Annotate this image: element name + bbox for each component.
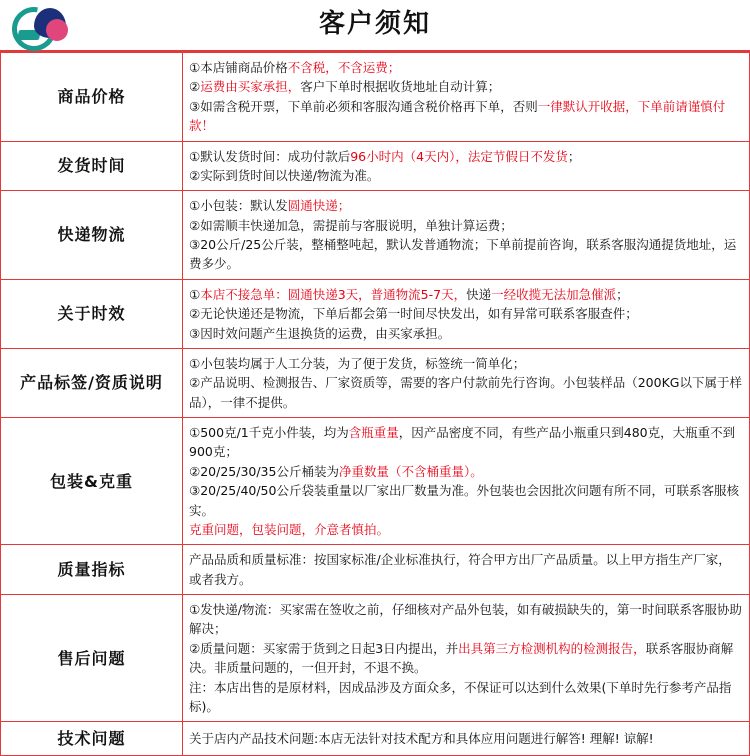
notice-row-label: 产品标签/资质说明 — [1, 348, 183, 417]
highlight-text: 不含税，不含运费； — [287, 60, 401, 75]
body-text: ； — [616, 286, 629, 302]
notice-line — [189, 373, 743, 412]
notice-row-content — [183, 418, 750, 545]
notice-row-label: 售后问题 — [1, 595, 183, 722]
notice-row-content — [183, 141, 750, 191]
notice-row — [1, 722, 750, 756]
notice-row — [1, 348, 750, 417]
body-text: ③因时效问题产生退换货的运费，由买家承担。 — [189, 325, 451, 341]
body-text: 注：本店出售的是原材料，因成品涉及方面众多，不保证可以达到什么效果(下单时先行参考产品指标)。 — [189, 679, 732, 714]
notice-table-body — [1, 53, 750, 756]
highlight-text: 含瓶重量 — [348, 425, 399, 440]
notice-row-label: 关于时效 — [1, 279, 183, 348]
notice-line — [189, 639, 743, 678]
highlight-text: 克重问题，包装问题，介意者慎拍。 — [189, 521, 390, 537]
notice-row-content — [183, 53, 750, 142]
highlight-text: 出具第三方检测机构的检测报告， — [458, 640, 646, 656]
notice-line — [189, 729, 743, 748]
body-text: ①发快递/物流：买家需在签收之前，仔细核对产品外包装，如有破损缺失的，第一时间联系客服协助解决； — [189, 602, 742, 637]
notice-line — [189, 58, 743, 77]
notice-line — [189, 77, 743, 96]
notice-row — [1, 545, 750, 595]
notice-line — [189, 481, 743, 520]
body-text: ②20/25/30/35公斤桶装为 — [189, 463, 339, 479]
notice-line — [189, 354, 743, 373]
notice-row-content — [183, 191, 750, 280]
body-text: ②无论快递还是物流，下单后都会第一时间尽快发出，如有异常可联系客服查件； — [189, 306, 638, 322]
notice-row-label: 质量指标 — [1, 545, 183, 595]
highlight-text: 运费由买家承担， — [200, 79, 301, 95]
body-text: ①小包装：默认发 — [189, 198, 288, 214]
notice-line — [189, 304, 743, 323]
body-text: ①小包装均属于人工分装，为了便于发货，标签统一简单化； — [189, 355, 526, 371]
body-text: ； — [567, 148, 581, 164]
notice-line — [189, 235, 743, 274]
notice-row-content — [183, 722, 750, 756]
body-text: ②产品说明、检测报告、厂家资质等，需要的客户付款前先行咨询。小包装样品（200KG以下属于样品），一律不提供。 — [189, 375, 742, 410]
notice-row-content — [183, 595, 750, 722]
highlight-text: 96小时内（4天内），法定节假日不发货 — [350, 148, 568, 164]
body-text: ③20/25/40/50公斤袋装重量以厂家出厂数量为准。外包装也会因批次问题有所不同，可联系客服核实。 — [189, 483, 739, 518]
notice-row-label: 包装&克重 — [1, 418, 183, 545]
notice-line — [189, 97, 743, 136]
body-text: ①500克/1千克小件装，均为 — [189, 425, 349, 440]
notice-line — [189, 600, 743, 639]
notice-line — [189, 285, 743, 304]
notice-row-content — [183, 348, 750, 417]
notice-row-label: 商品价格 — [1, 53, 183, 142]
notice-row — [1, 418, 750, 545]
body-text: ，因产品密度不同，有些产品小瓶重只到480克，大瓶重不到900克； — [189, 425, 736, 460]
body-text: 客户下单时根据收货地址自动计算； — [300, 79, 501, 95]
body-text: 产品品质和质量标准：按国家标准/企业标准执行，符合甲方出厂产品质量。以上甲方指生产厂家，或者我方。 — [189, 552, 731, 587]
body-text: ②质量问题：买家需于货到之日起3日内提出，并 — [189, 640, 459, 656]
body-text: ② — [189, 79, 201, 95]
body-text: ① — [189, 286, 201, 302]
notice-line — [189, 216, 743, 235]
document-header — [0, 0, 750, 52]
highlight-text: 圆通快递； — [287, 198, 351, 214]
body-text: ①本店铺商品价格 — [189, 60, 288, 75]
body-text: ②如需顺丰快递加急，需提前与客服说明，单独计算运费； — [189, 217, 513, 233]
body-text: 关于店内产品技术问题:本店无法针对技术配方和具体应用问题进行解答! 理解! 谅解! — [189, 731, 654, 747]
body-text: ③20公斤/25公斤装，整桶整吨起，默认发普通物流；下单前提前咨询，联系客服沟通提货地址，运费多少。 — [189, 237, 737, 272]
body-text: ②实际到货时间以快递/物流为准。 — [189, 167, 380, 183]
notice-line — [189, 147, 743, 166]
notice-row — [1, 141, 750, 191]
company-logo-icon — [8, 2, 82, 48]
notice-line — [189, 196, 743, 215]
notice-row — [1, 595, 750, 722]
notice-table — [0, 52, 750, 756]
notice-row — [1, 279, 750, 348]
notice-row-content — [183, 545, 750, 595]
notice-line — [189, 678, 743, 717]
notice-line — [189, 324, 743, 343]
notice-row — [1, 191, 750, 280]
notice-line — [189, 520, 743, 539]
notice-line — [189, 166, 743, 185]
body-text: ①默认发货时间：成功付款后 — [189, 148, 351, 164]
highlight-text: 本店不接急单：圆通快递3天，普通物流5-7天， — [200, 286, 467, 302]
body-text: 联系客服协商解决。非质量问题的，一但开封，不退不换。 — [189, 640, 734, 676]
notice-line — [189, 423, 743, 462]
notice-line — [189, 550, 743, 589]
highlight-text: 一律默认开收据，下单前请谨慎付款！ — [189, 98, 726, 134]
notice-row — [1, 53, 750, 142]
notice-line — [189, 462, 743, 481]
notice-row-label: 发货时间 — [1, 141, 183, 191]
notice-row-label: 技术问题 — [1, 722, 183, 756]
page-title: 客户须知 — [318, 9, 431, 39]
highlight-text: 一经收揽无法加急催派 — [491, 286, 617, 302]
highlight-text: 净重数量（不含桶重量）。 — [338, 463, 483, 479]
notice-row-content — [183, 279, 750, 348]
body-text: ③如需含税开票，下单前必须和客服沟通含税价格再下单，否则 — [189, 98, 538, 114]
body-text: 快递 — [466, 286, 492, 302]
notice-row-label: 快递物流 — [1, 191, 183, 280]
